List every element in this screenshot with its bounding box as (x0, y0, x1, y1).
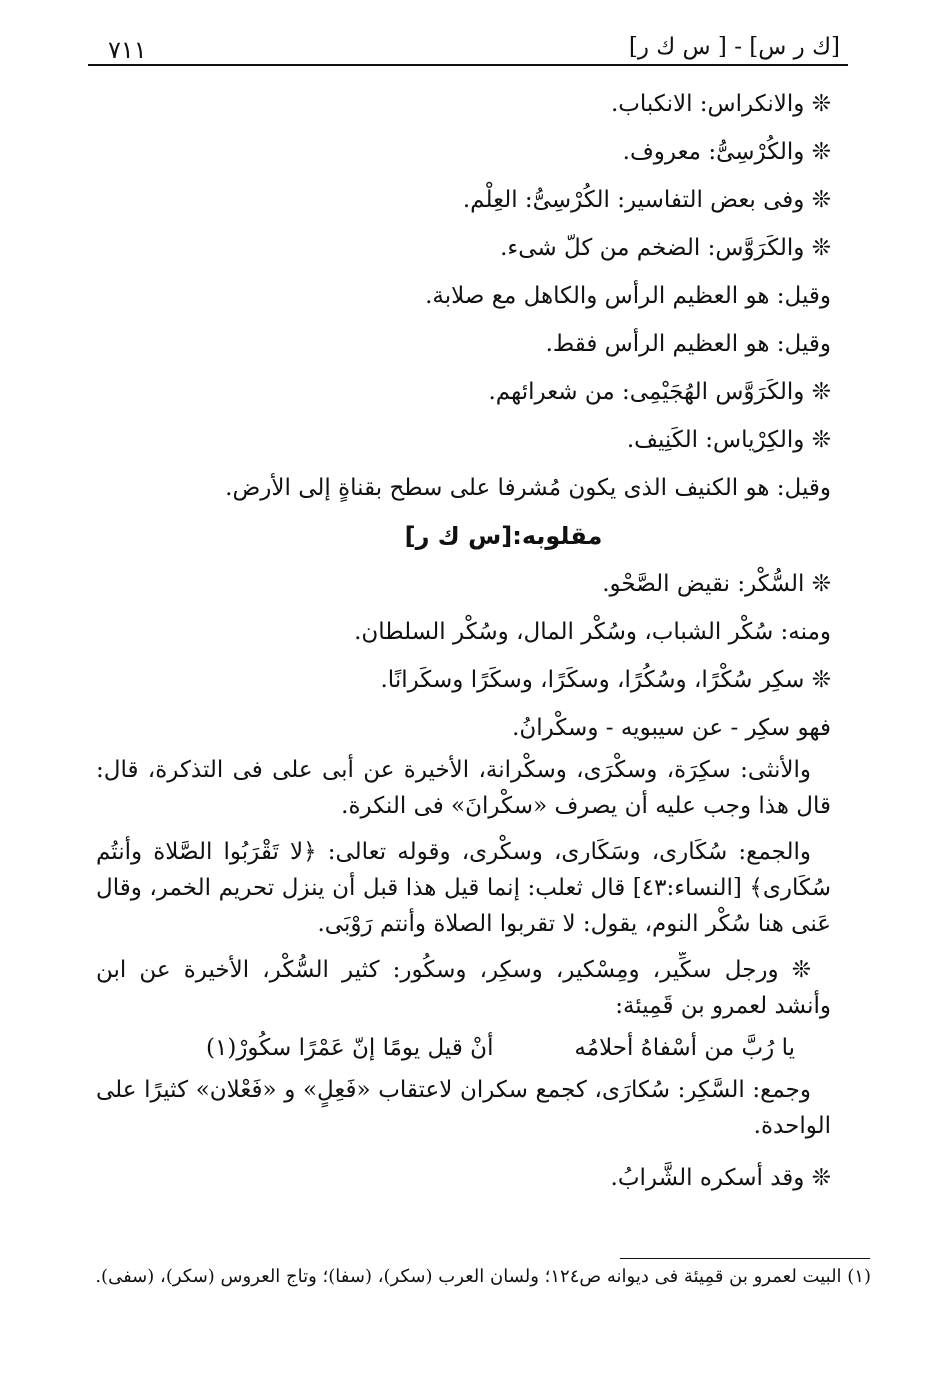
running-head: [ك ر س] - [ س ك ر] (628, 34, 840, 60)
text-line: وقيل: هو الكنيف الذى يكون مُشرفا على سطح بقناةٍ إلى الأرض. (225, 475, 831, 501)
text-line: وأنشد لعمرو بن قَمِيئة: (615, 993, 831, 1019)
text-line: ❊ السُّكْر: نقيض الصَّحْو. (602, 571, 831, 597)
text-line: ومنه: سُكْر الشباب، وسُكْر المال، وسُكْر السلطان. (354, 619, 831, 645)
text-line: ❊ والكُرْسِىُّ: معروف. (622, 139, 831, 165)
poem-verse (96, 1024, 831, 1072)
verse-second-hemistich: أنْ قيل يومًا إنّ عَمْرًا سكُورْ(١) (206, 1035, 494, 1061)
text-line: ❊ سكِر سُكْرًا، وسُكُرًا، وسكَرًا، وسكَرًا وسكَرانًا. (380, 667, 831, 693)
text-line: ❊ والكَرَوَّس: الضخم من كلّ شىء. (500, 235, 831, 261)
text-line: والجمع: سُكَارى، وسَكَارى، وسكْرى، وقوله تعالى: ﴿لا تَقْرَبُوا الصَّلاة وأنتُم (96, 839, 811, 865)
text-line: وجمع: السَّكِر: سُكارَى، كجمع سكران لاعتقاب «فَعِلٍ» و «فَعْلان» كثيرًا على (96, 1077, 811, 1103)
text-line: الواحدة. (753, 1113, 831, 1139)
footnote: (١) البيت لعمرو بن قمِيئة فى ديوانه ص١٢٤؛ ولسان العرب (سكر)، (سفا)؛ وتاج العروس (سكر)، (سفى). (95, 1266, 871, 1287)
text-line: وقيل: هو العظيم الرأس فقط. (545, 331, 831, 357)
text-line: ❊ وقد أسكره الشَّرابُ. (610, 1165, 831, 1191)
text-line: والأنثى: سكِرَة، وسكْرَى، وسكْرانة، الأخيرة عن أبى على فى التذكرة، قال: (96, 757, 811, 783)
text-line: ❊ والكَرَوَّس الهُجَيْمِى: من شعرائهم. (488, 379, 831, 405)
text-line: ❊ والانكراس: الانكباب. (610, 91, 831, 117)
footnote-divider (620, 1258, 870, 1259)
text-line: قال هذا وجب عليه أن يصرف «سكْرانَ» فى النكرة. (341, 793, 831, 819)
text-line: سُكَارى﴾ [النساء:٤٣] قال ثعلب: إنما قيل هذا قبل أن ينزل تحريم الخمر، وقال (96, 875, 831, 901)
text-line: وقيل: هو العظيم الرأس والكاهل مع صلابة. (425, 283, 831, 309)
verse-first-hemistich: يا رُبَّ من أسْفاهُ أحلامُه (574, 1035, 795, 1061)
text-line: فهو سكِر - عن سيبويه - وسكْرانُ. (512, 715, 831, 741)
text-line: عَنى هنا سُكْر النوم، يقول: لا تقربوا الصلاة وأنتم رَوْبَى. (317, 911, 831, 937)
text-line: ❊ ورجل سكِّير، ومِسْكير، وسكِر، وسكُور: كثير السُّكْر، الأخيرة عن ابن (96, 957, 811, 983)
text-line: ❊ والكِرْياس: الكَنِيف. (626, 427, 831, 453)
page-number: ٧١١ (108, 36, 147, 64)
section-heading: مقلوبه:[س ك ر] (404, 522, 603, 550)
text-line: ❊ وفى بعض التفاسير: الكُرْسِىُّ: العِلْم. (462, 187, 831, 213)
page-header (88, 30, 848, 66)
body-text (96, 80, 831, 1202)
